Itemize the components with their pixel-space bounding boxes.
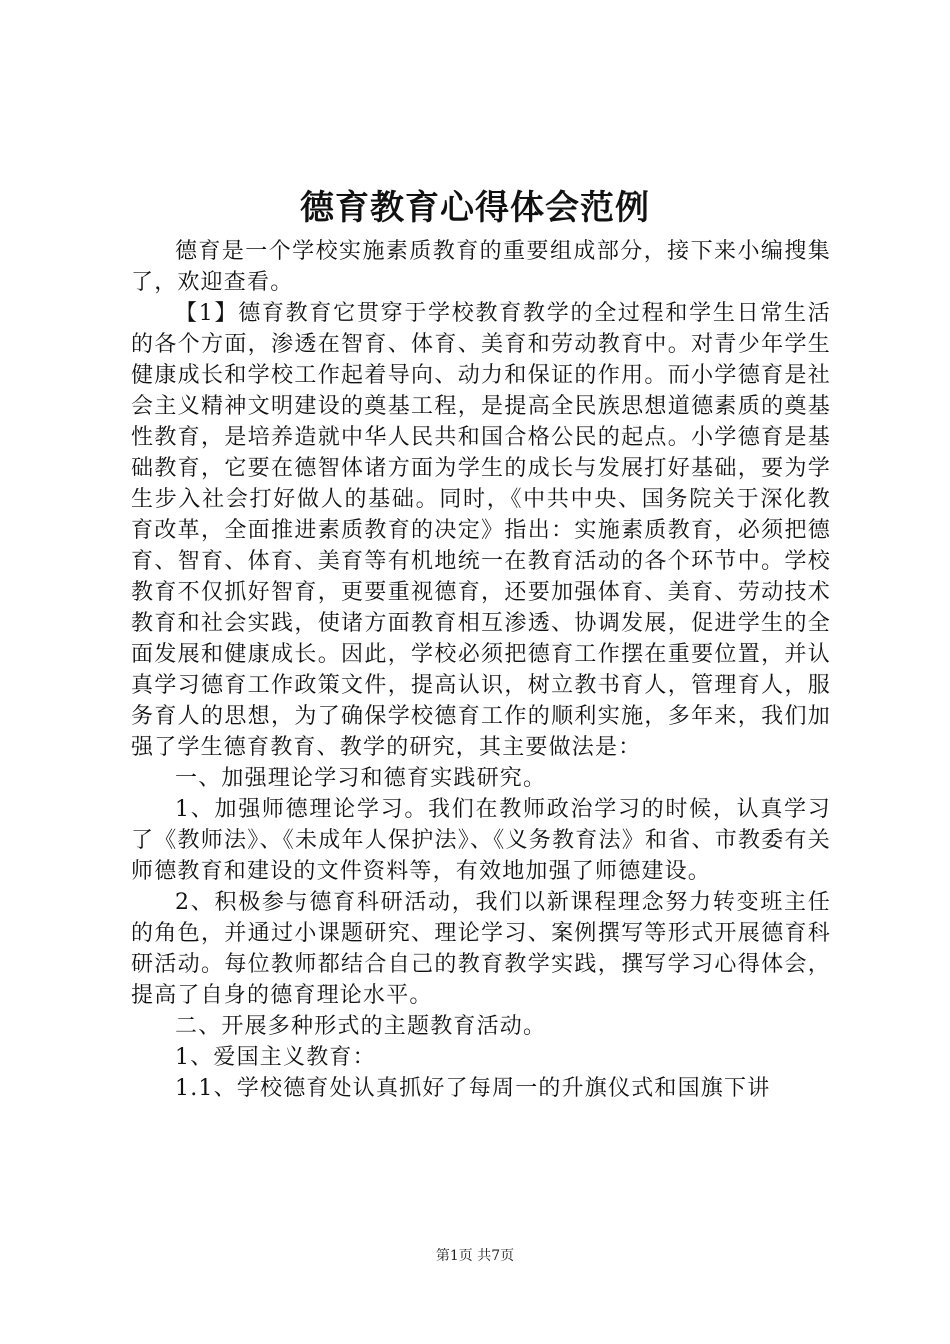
paragraph-intro: 德育是一个学校实施素质教育的重要组成部分，接下来小编搜集了，欢迎查看。 — [131, 239, 831, 295]
heading-patriotism: 1、爱国主义教育： — [175, 1045, 376, 1070]
document-body — [131, 236, 831, 1104]
heading-theory-practice: 一、加强理论学习和德育实践研究。 — [175, 766, 547, 791]
paragraph-teacher-ethics: 1、加强师德理论学习。我们在教师政治学习的时候，认真学习了《教师法》、《未成年人保护法》、《义务教育法》和省、市教委有关师德教育和建设的文件资料等，有效地加强了师德建设。 — [131, 797, 831, 884]
page-footer: 第1页 共7页 — [435, 1248, 515, 1264]
paragraph-section-1: 【1】德育教育它贯穿于学校教育教学的全过程和学生日常生活的各个方面，渗透在智育、体育、美育和劳动教育中。对青少年学生健康成长和学校工作起着导向、动力和保证的作用。而小学德育是社会主义精神文明建设的奠基工程，是提高全民族思想道德素质的奠基性教育，是培养造就中华人民共和国合格公民的起点。小学德育是基础教育，它要在德智体诸方面为学生的成长与发展打好基础，要为学生步入社会打好做人的基础。同时，《中共中央、国务院关于深化教育改革，全面推进素质教育的决定》指出：实施素质教育，必须把德育、智育、体育、美育等有机地统一在教育活动的各个环节中。学校教育不仅抓好智育，更要重视德育，还要加强体育、美育、劳动技术教育和社会实践，使诸方面教育相互渗透、协调发展，促进学生的全面发展和健康成长。因此，学校必须把德育工作摆在重要位置，并认真学习德育工作政策文件，提高认识，树立教书育人，管理育人，服务育人的思想，为了确保学校德育工作的顺利实施，多年来，我们加强了学生德育教育、教学的研究，其主要做法是： — [131, 301, 831, 760]
paragraph-research: 2、积极参与德育科研活动，我们以新课程理念努力转变班主任的角色，并通过小课题研究、理论学习、案例撰写等形式开展德育科研活动。每位教师都结合自己的教育教学实践，撰写学习心得体会，提高了自身的德育理论水平。 — [131, 890, 831, 1008]
heading-theme-activities: 二、开展多种形式的主题教育活动。 — [175, 1014, 547, 1039]
document-title: 德育教育心得体会范例 — [300, 188, 650, 228]
paragraph-flag-ceremony: 1.1、学校德育处认真抓好了每周一的升旗仪式和国旗下讲 — [175, 1076, 771, 1101]
